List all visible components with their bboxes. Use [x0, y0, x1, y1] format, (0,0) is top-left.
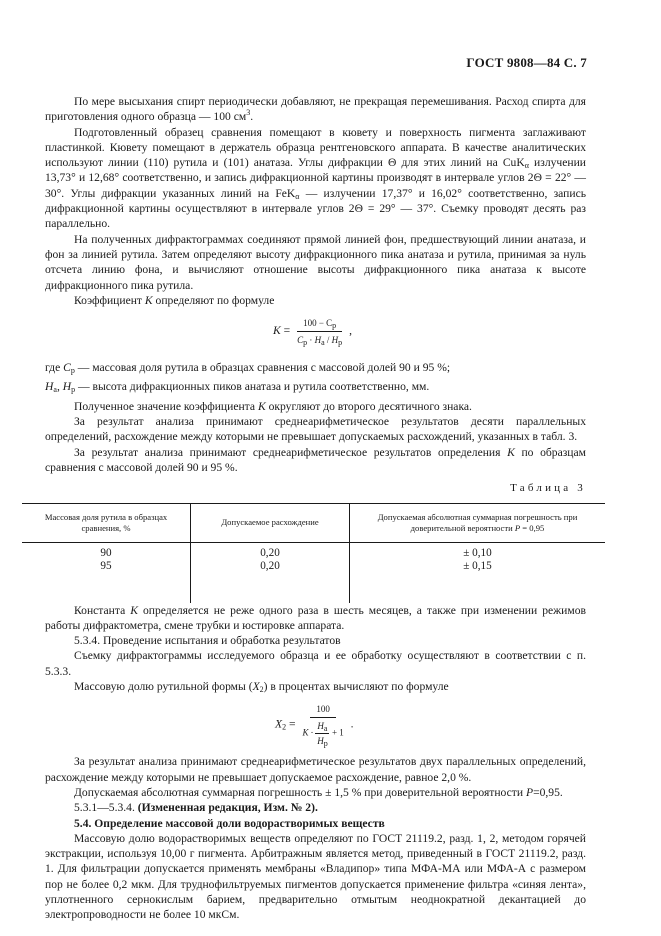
table-cell: 90 [100, 546, 112, 559]
document-body [45, 94, 586, 923]
table-header: Допускаемая абсолютная суммарная погрешность при доверительной вероятности P = 0,95 [350, 503, 606, 542]
paragraph: За результат анализа принимают среднеарифметическое результатов двух параллельных определений, расхождение между которыми не превышает допускаемое расхождение, равное 2,0 %. [45, 755, 586, 784]
table-row [22, 542, 605, 560]
page-header: ГОСТ 9808—84 С. 7 [466, 55, 587, 70]
paragraph: Съемку дифрактограммы исследуемого образца и ее обработку осуществляют в соответствии с п. 5.3.3. [45, 649, 586, 678]
paragraph: Допускаемая абсолютная суммарная погрешность ± 1,5 % при доверительной вероятности P=0,95. [74, 785, 563, 799]
paragraph: Коэффициент K определяют по формуле [74, 293, 275, 307]
formula-k: K = $\frac{100 - C_р}{C_р \cdot H_а / H_р}$ , [273, 318, 352, 348]
paragraph: За результат анализа принимают среднеарифметическое результатов десяти параллельных определений, расхождение между которыми не превышает допускаемых расхождений, указанных в табл. 3. [45, 415, 586, 444]
table-header: Допускаемое расхождение [191, 503, 350, 542]
table-cell: 0,20 [191, 542, 350, 560]
table-header: Массовая доля рутила в образцах сравнения, % [22, 503, 191, 542]
where-line: где $C_р$ — массовая доля рутила в образцах сравнения с массовой долей 90 и 95 %; [45, 361, 451, 376]
paragraph: За результат анализа принимают среднеарифметическое результатов определения K по образцам сравнения с массовой долей 90 и 95 %. [45, 445, 586, 474]
paragraph: Константа K определяется не реже одного раза в шесть месяцев, а также при изменении режимов работы дифрактометра, смене трубки и юстировке аппарата. [45, 603, 586, 632]
table-title: Таблица 3 [510, 482, 586, 495]
paragraph: Массовую долю рутильной формы $(X_2)$ в процентах вычисляют по формуле [74, 680, 449, 695]
table-cell: 95 [100, 559, 112, 572]
section-heading: 5.3.4. Проведение испытания и обработка результатов [74, 634, 341, 648]
table-row [22, 560, 605, 603]
table-cell: ± 0,15 [350, 560, 606, 603]
amendment-note: 5.3.1—5.3.4. (Измененная редакция, Изм. № 2). [74, 801, 318, 815]
paragraph: Полученное значение коэффициента K округляют до второго десятичного знака. [74, 399, 472, 413]
paragraph: На полученных дифрактограммах соединяют прямой линией фон, предшествующий линии анатаза, и фон за линией рутила. Затем определяют высоту дифракционного пика анатаза и рутила, принимая за нуль отсчета линию фона, и вычисляют отношение высоты дифракционного пика анатаза к высоте дифракционного пика рутила. [45, 232, 586, 292]
paragraph: По мере высыхания спирт периодически добавляют, не прекращая перемешивания. Расход спирта для приготовления одного образца — 100 $см^3$. [45, 95, 586, 124]
table-cell: ± 0,10 [350, 542, 606, 560]
where-line: $H_а$, $H_р$ — высота дифракционных пиков анатаза и рутила соответственно, мм. [45, 380, 430, 395]
formula-x2: $X_2$ = 100 K · $\frac{H_а}{H_р}$ + 1 . [275, 704, 354, 749]
paragraph: Подготовленный образец сравнения помещают в кювету и поверхность пигмента заглаживают пластинкой. Кювету помещают в держатель образца рентгеновского аппарата. В качестве аналитических используют линии (110) рутила и (101) анатаза. Углы дифракции Θ для этих линий на CuK$_\alpha$ излучении 13,73° и 12,68° соответственно, и запись дифракционной картины производят в интервале углов 2Θ = 22° — 30°. Углы дифракции указанных линий на FeK$_\alpha$ — излучении 17,37° и 16,02° соответственно, запись дифракционной картины осуществляют в интервале углов 2Θ = 29° — 37°. Съемку проводят десять раз параллельно. [45, 125, 587, 231]
section-heading: 5.4. Определение массовой доли водорастворимых веществ [74, 816, 385, 830]
data-table [22, 503, 605, 603]
paragraph: Массовую долю водорастворимых веществ определяют по ГОСТ 21119.2, разд. 1, 2, методом горячей экстракции, используя 10,00 г пигмента. Арбитражным является метод, приведенный в ГОСТ 21119.2, разд. 1. Для фильтрации допускается применять мембраны «Владипор» типа МФА-МА или МФА-А с размером пор не более 0,2 мкм. Для труднофильтруемых пигментов допускается применение фильтра «синяя лента», уплотненного сернокислым барием, предварительно отмытым неоднократной декантацией до электропроводности не более 10 мкСм. [45, 831, 586, 922]
table-cell: 0,20 [191, 560, 350, 603]
